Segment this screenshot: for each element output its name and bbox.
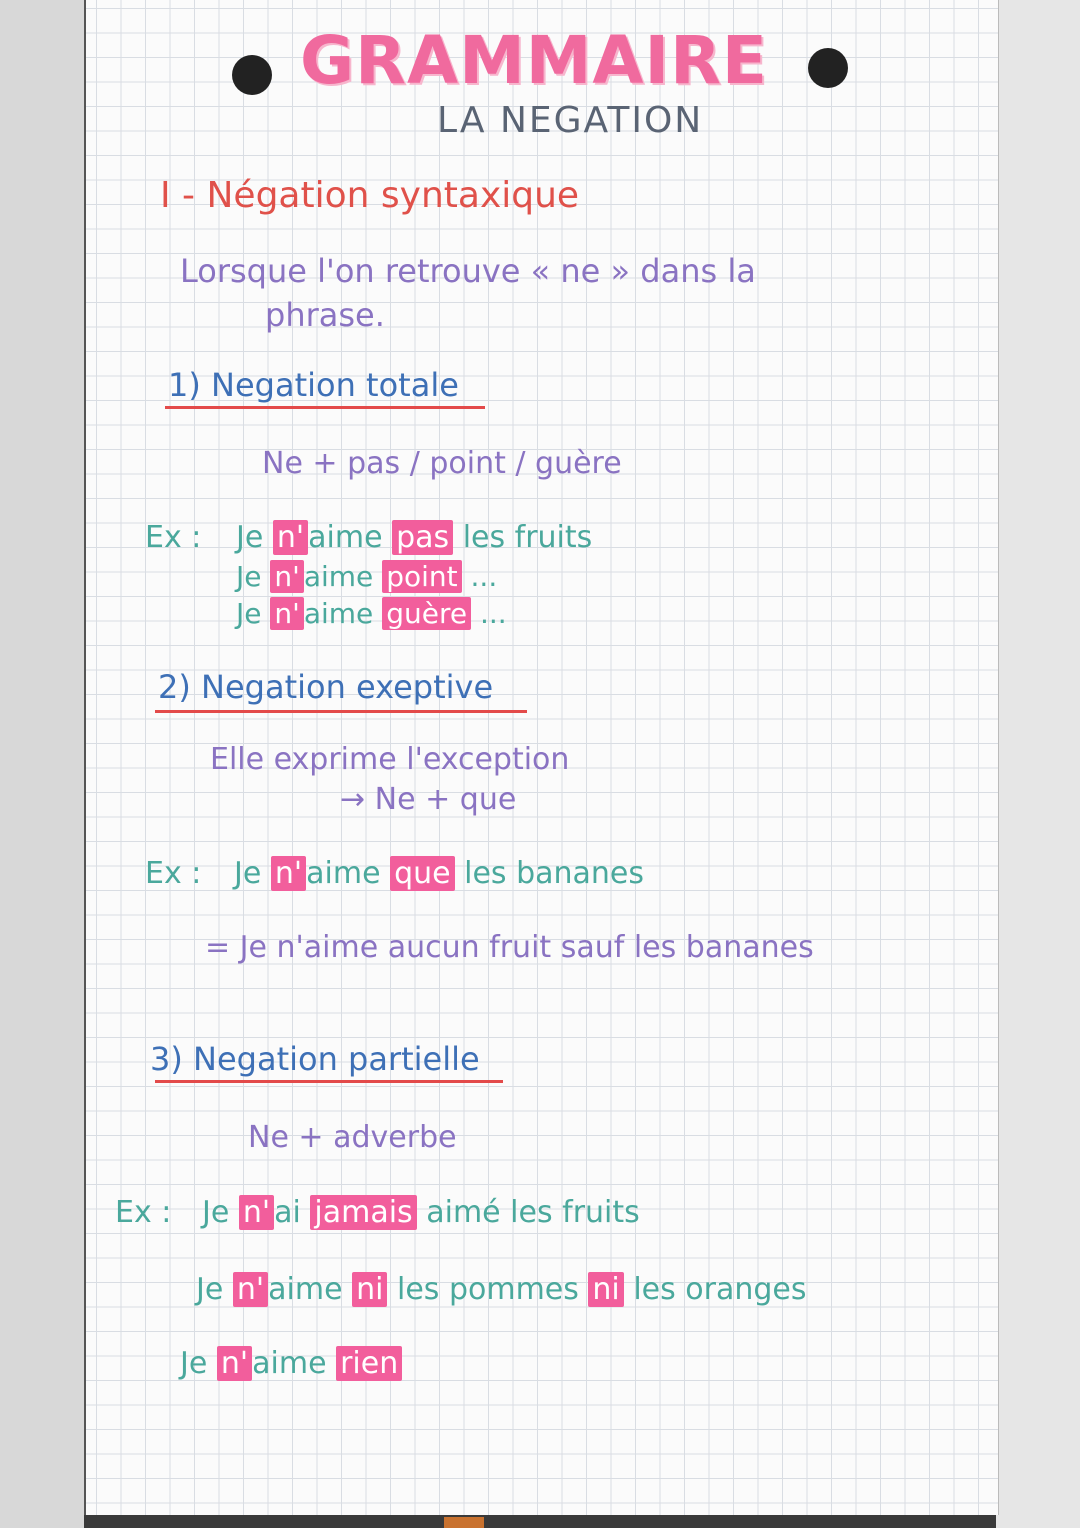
subsection3-underline	[155, 1080, 503, 1083]
punch-hole-right	[808, 48, 848, 88]
punch-hole-left	[232, 55, 272, 95]
example-label: Ex :	[145, 856, 202, 891]
example-line: Je n' aime guère ...	[236, 597, 507, 630]
paper-bottom-edge	[84, 1515, 996, 1528]
example-line: Je n' aime pas les fruits	[236, 520, 593, 555]
example-label: Ex :	[115, 1195, 172, 1230]
section-intro-line2: phrase.	[265, 296, 385, 334]
example-label: Ex :	[145, 520, 202, 555]
example-line: Je n' aime point ...	[236, 560, 498, 593]
subsection1-heading: 1) Negation totale	[168, 366, 459, 404]
subsection2-description: Elle exprime l'exception	[210, 742, 570, 777]
subsection1-formula: Ne + pas / point / guère	[262, 446, 622, 481]
section-heading: I - Négation syntaxique	[160, 175, 580, 216]
orange-tab	[444, 1517, 484, 1528]
example-line: Je n' aime ni les pommes ni les oranges	[196, 1272, 807, 1307]
section-intro-line1: Lorsque l'on retrouve « ne » dans la	[180, 252, 756, 290]
subsection2-formula: → Ne + que	[340, 782, 517, 817]
page-subtitle: LA NEGATION	[437, 100, 704, 141]
page-title: GRAMMAIRE	[300, 22, 768, 99]
subsection2-underline	[155, 710, 527, 713]
example-line: Je n' ai jamais aimé les fruits	[202, 1195, 640, 1230]
desk-background-left	[0, 0, 84, 1528]
example-line: Je n' aime rien	[180, 1346, 402, 1381]
subsection1-underline	[165, 406, 485, 409]
subsection2-heading: 2) Negation exeptive	[158, 668, 494, 706]
desk-background-right	[996, 0, 1080, 1528]
subsection3-formula: Ne + adverbe	[248, 1120, 457, 1155]
equivalent-sentence: = Je n'aime aucun fruit sauf les bananes	[205, 930, 814, 965]
subsection3-heading: 3) Negation partielle	[150, 1040, 480, 1078]
example-line: Je n' aime que les bananes	[234, 856, 645, 891]
